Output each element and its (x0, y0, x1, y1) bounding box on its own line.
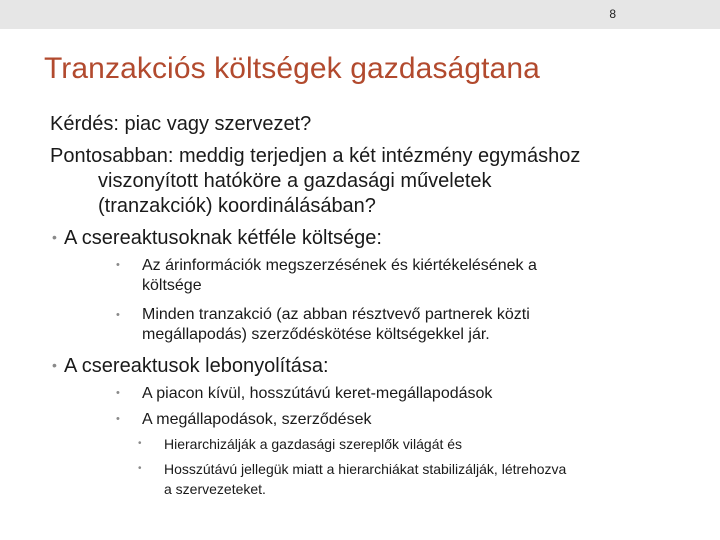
cost-item-2-line-1: Minden tranzakció (az abban résztvevő partnerek közti (142, 306, 530, 323)
bullet-icon: • (116, 259, 120, 271)
execution-item-2: A megállapodások, szerződések (142, 411, 372, 428)
cost-item-1-line-2: költsége (142, 277, 202, 294)
clarification-line-1: Pontosabban: meddig terjedjen a két intézmény egymáshoz (50, 145, 581, 167)
clarification-line-2: viszonyított hatóköre a gazdasági műveletek (98, 170, 492, 192)
clarification-line-3: (tranzakciók) koordinálásában? (98, 195, 376, 217)
cost-item-2-line-2: megállapodás) szerződéskötése költségekkel jár. (142, 326, 490, 343)
slide-number: 8 (609, 7, 616, 21)
bullet-icon: • (52, 357, 57, 373)
bullet-icon: • (116, 413, 120, 425)
bullet-icon: • (138, 463, 142, 474)
execution-subitem-2-line-1: Hosszútávú jellegük miatt a hierarchiákat stabilizálják, létrehozva (164, 461, 567, 477)
question-text: Kérdés: piac vagy szervezet? (50, 113, 312, 135)
execution-subitem-1: Hierarchizálják a gazdasági szereplők világát és (164, 436, 463, 452)
bullet-icon: • (116, 387, 120, 399)
execution-subitem-2-line-2: a szervezeteket. (164, 481, 266, 497)
cost-item-1-line-1: Az árinformációk megszerzésének és kiértékelésének a (142, 257, 537, 274)
cost-types-heading: A csereaktusoknak kétféle költsége: (64, 227, 382, 249)
bullet-icon: • (138, 438, 142, 449)
bullet-icon: • (52, 229, 57, 245)
execution-item-1: A piacon kívül, hosszútávú keret-megállapodások (142, 385, 493, 402)
bullet-icon: • (116, 309, 120, 321)
execution-heading: A csereaktusok lebonyolítása: (64, 355, 329, 377)
slide-title: Tranzakciós költségek gazdaságtana (44, 52, 540, 85)
